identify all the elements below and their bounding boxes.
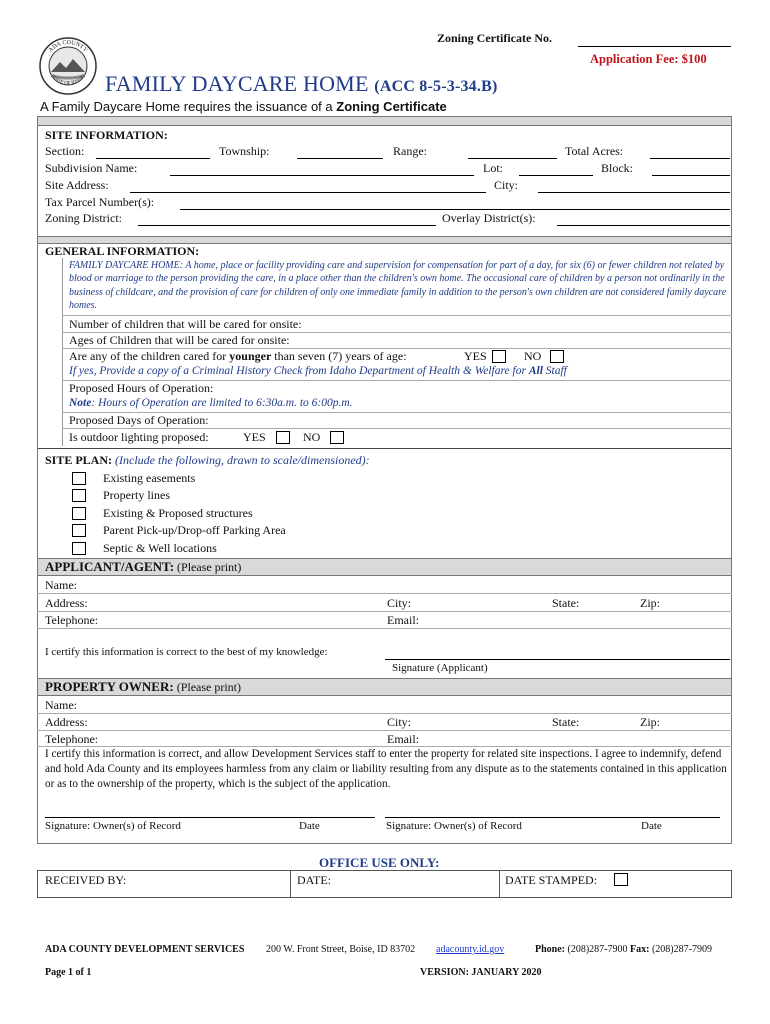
property-lines-label: Property lines	[103, 488, 170, 502]
block-label: Block:	[601, 161, 633, 175]
footer-website-link[interactable]: adacounty.id.gov	[436, 944, 505, 955]
application-fee: Application Fee: $100	[590, 52, 707, 66]
applicant-city-label: City:	[387, 596, 412, 610]
applicant-name-label: Name:	[45, 578, 77, 592]
section-label: Section:	[45, 144, 85, 158]
applicant-signature-label: Signature (Applicant)	[392, 662, 488, 674]
tax-parcel-label: Tax Parcel Number(s):	[45, 195, 155, 209]
younger-no-label: NO	[524, 349, 542, 363]
lighting-no-checkbox[interactable]	[330, 431, 344, 444]
parking-area-label: Parent Pick-up/Drop-off Parking Area	[103, 523, 286, 537]
applicant-zip-label: Zip:	[640, 596, 660, 610]
general-info-band	[37, 236, 732, 244]
owner-date-1-label: Date	[299, 820, 320, 832]
divider	[62, 315, 732, 316]
office-use-heading: OFFICE USE ONLY:	[319, 855, 440, 870]
total-acres-field[interactable]	[650, 158, 730, 159]
applicant-state-label: State:	[552, 596, 580, 610]
site-city-label: City:	[494, 178, 519, 192]
owner-certify: I certify this information is correct, and allow Development Services staff to enter the property for related site inspections. I agree to indemnify, defend and hold Ada County and its employees harmless from any claim or liability resulting from any dispute as to the statements contained in this application or as to the ownership of the property, which is the subject of the application.	[45, 748, 727, 790]
subdivision-label: Subdivision Name:	[45, 161, 138, 175]
zoning-district-label: Zoning District:	[45, 211, 122, 225]
ages-label: Ages of Children that will be cared for onsite:	[69, 333, 290, 347]
num-children-label: Number of children that will be cared for onsite:	[69, 317, 302, 331]
applicant-signature-field[interactable]	[385, 659, 730, 660]
section-field[interactable]	[96, 158, 210, 159]
owner-email-label: Email:	[387, 732, 419, 746]
subtitle: A Family Daycare Home requires the issuance of a Zoning Certificate	[40, 99, 447, 114]
definition-term: FAMILY DAYCARE HOME	[69, 260, 180, 271]
criminal-check-note: If yes, Provide a copy of a Criminal History Check from Idaho Department of Health & Welfare for All Staff	[69, 365, 567, 377]
lighting-label: Is outdoor lighting proposed:	[69, 430, 209, 444]
range-label: Range:	[393, 144, 427, 158]
parking-area-checkbox[interactable]	[72, 524, 86, 537]
date-stamped-label: DATE STAMPED:	[505, 873, 598, 887]
applicant-email-label: Email:	[387, 613, 419, 627]
owner-date-2-label: Date	[641, 820, 662, 832]
definition-text: FAMILY DAYCARE HOME: A home, place or facility providing care and supervision for compensation for part of a day, for six (6) or fewer children not related by blood or marriage to the person providing the care, in a place other than the children's own home. The occasional care of children by a person not ordinarily in the business of childcare, and the provision of care for children of only one immediate family in addition to the person's own children are not considered family daycare homes.	[69, 260, 727, 312]
overlay-district-field[interactable]	[557, 225, 730, 226]
younger-no-checkbox[interactable]	[550, 350, 564, 363]
applicant-section	[37, 576, 732, 678]
property-lines-checkbox[interactable]	[72, 489, 86, 502]
easements-checkbox[interactable]	[72, 472, 86, 485]
certificate-label: Zoning Certificate No.	[437, 31, 552, 45]
owner-signature-1-field[interactable]	[45, 817, 375, 818]
owner-zip-label: Zip:	[640, 715, 660, 729]
county-seal	[38, 36, 98, 96]
structures-label: Existing & Proposed structures	[103, 506, 253, 520]
owner-heading: PROPERTY OWNER: (Please print)	[45, 679, 242, 694]
office-divider-2	[499, 870, 500, 898]
tax-parcel-field[interactable]	[180, 209, 730, 210]
easements-label: Existing easements	[103, 471, 196, 485]
site-address-field[interactable]	[130, 192, 486, 193]
applicant-contact-field[interactable]	[37, 628, 732, 629]
footer-contact: Phone: (208)287-7900 Fax: (208)287-7909	[535, 944, 712, 955]
younger-yes-checkbox[interactable]	[492, 350, 506, 363]
date-label: DATE:	[297, 873, 331, 887]
owner-name-label: Name:	[45, 698, 77, 712]
office-divider-1	[290, 870, 291, 898]
applicant-address-field[interactable]	[37, 611, 732, 612]
block-field[interactable]	[652, 175, 730, 176]
septic-well-label: Septic & Well locations	[103, 541, 217, 555]
applicant-certify: I certify this information is correct to the best of my knowledge:	[45, 646, 328, 658]
lighting-no-label: NO	[303, 430, 321, 444]
site-plan-heading: SITE PLAN: (Include the following, drawn to scale/dimensioned):	[45, 453, 370, 467]
lot-field[interactable]	[519, 175, 593, 176]
footer-address: 200 W. Front Street, Boise, ID 83702	[266, 944, 416, 955]
septic-well-checkbox[interactable]	[72, 542, 86, 555]
owner-signature-1-label: Signature: Owner(s) of Record	[45, 820, 181, 832]
divider	[62, 428, 732, 429]
footer-org: ADA COUNTY DEVELOPMENT SERVICES	[45, 944, 245, 955]
title-code: (ACC 8-5-3-34.B)	[374, 78, 498, 95]
seal-top-text: ADA COUNTY	[47, 39, 89, 54]
seal-bottom-text: STATE OF IDAHO	[49, 74, 87, 87]
hours-note: Note: Hours of Operation are limited to 6:30a.m. to 6:00p.m.	[69, 397, 353, 409]
structures-checkbox[interactable]	[72, 507, 86, 520]
owner-telephone-label: Telephone:	[45, 732, 99, 746]
applicant-telephone-label: Telephone:	[45, 613, 99, 627]
site-city-field[interactable]	[538, 192, 730, 193]
zoning-district-field[interactable]	[138, 225, 436, 226]
applicant-heading: APPLICANT/AGENT: (Please print)	[45, 559, 242, 574]
lighting-yes-checkbox[interactable]	[276, 431, 290, 444]
overlay-district-label: Overlay District(s):	[442, 211, 536, 225]
lighting-yes-label: YES	[243, 430, 266, 444]
general-info-heading: GENERAL INFORMATION:	[45, 244, 200, 258]
site-plan-note: (Include the following, drawn to scale/dimensioned):	[115, 453, 370, 467]
site-info-band	[37, 116, 732, 126]
applicant-address-label: Address:	[45, 596, 88, 610]
owner-address-label: Address:	[45, 715, 88, 729]
owner-address-field[interactable]	[37, 730, 732, 731]
subdivision-field[interactable]	[170, 175, 474, 176]
zoning-certificate-text: Zoning Certificate	[336, 99, 447, 114]
site-info-heading: SITE INFORMATION:	[45, 128, 168, 142]
owner-signature-2-label: Signature: Owner(s) of Record	[386, 820, 522, 832]
title-main: FAMILY DAYCARE HOME	[105, 71, 369, 96]
younger-question: Are any of the children cared for younger than seven (7) years of age:	[69, 349, 407, 363]
days-label: Proposed Days of Operation:	[69, 413, 209, 427]
owner-state-label: State:	[552, 715, 580, 729]
footer-version: VERSION: JANUARY 2020	[420, 967, 542, 978]
applicant-name-field[interactable]	[37, 593, 732, 594]
date-stamped-checkbox[interactable]	[614, 873, 628, 886]
owner-name-field[interactable]	[37, 713, 732, 714]
site-address-label: Site Address:	[45, 178, 109, 192]
lot-label: Lot:	[483, 161, 503, 175]
footer-page: Page 1 of 1	[45, 967, 92, 978]
hours-label: Proposed Hours of Operation:	[69, 381, 214, 395]
owner-signature-2-field[interactable]	[385, 817, 720, 818]
owner-city-label: City:	[387, 715, 412, 729]
township-label: Township:	[219, 144, 270, 158]
township-field[interactable]	[297, 158, 383, 159]
received-by-label: RECEIVED BY:	[45, 873, 127, 887]
certificate-number-field[interactable]	[578, 46, 731, 47]
younger-yes-label: YES	[464, 349, 487, 363]
total-acres-label: Total Acres:	[565, 144, 624, 158]
page-title	[105, 71, 497, 97]
range-field[interactable]	[468, 158, 557, 159]
